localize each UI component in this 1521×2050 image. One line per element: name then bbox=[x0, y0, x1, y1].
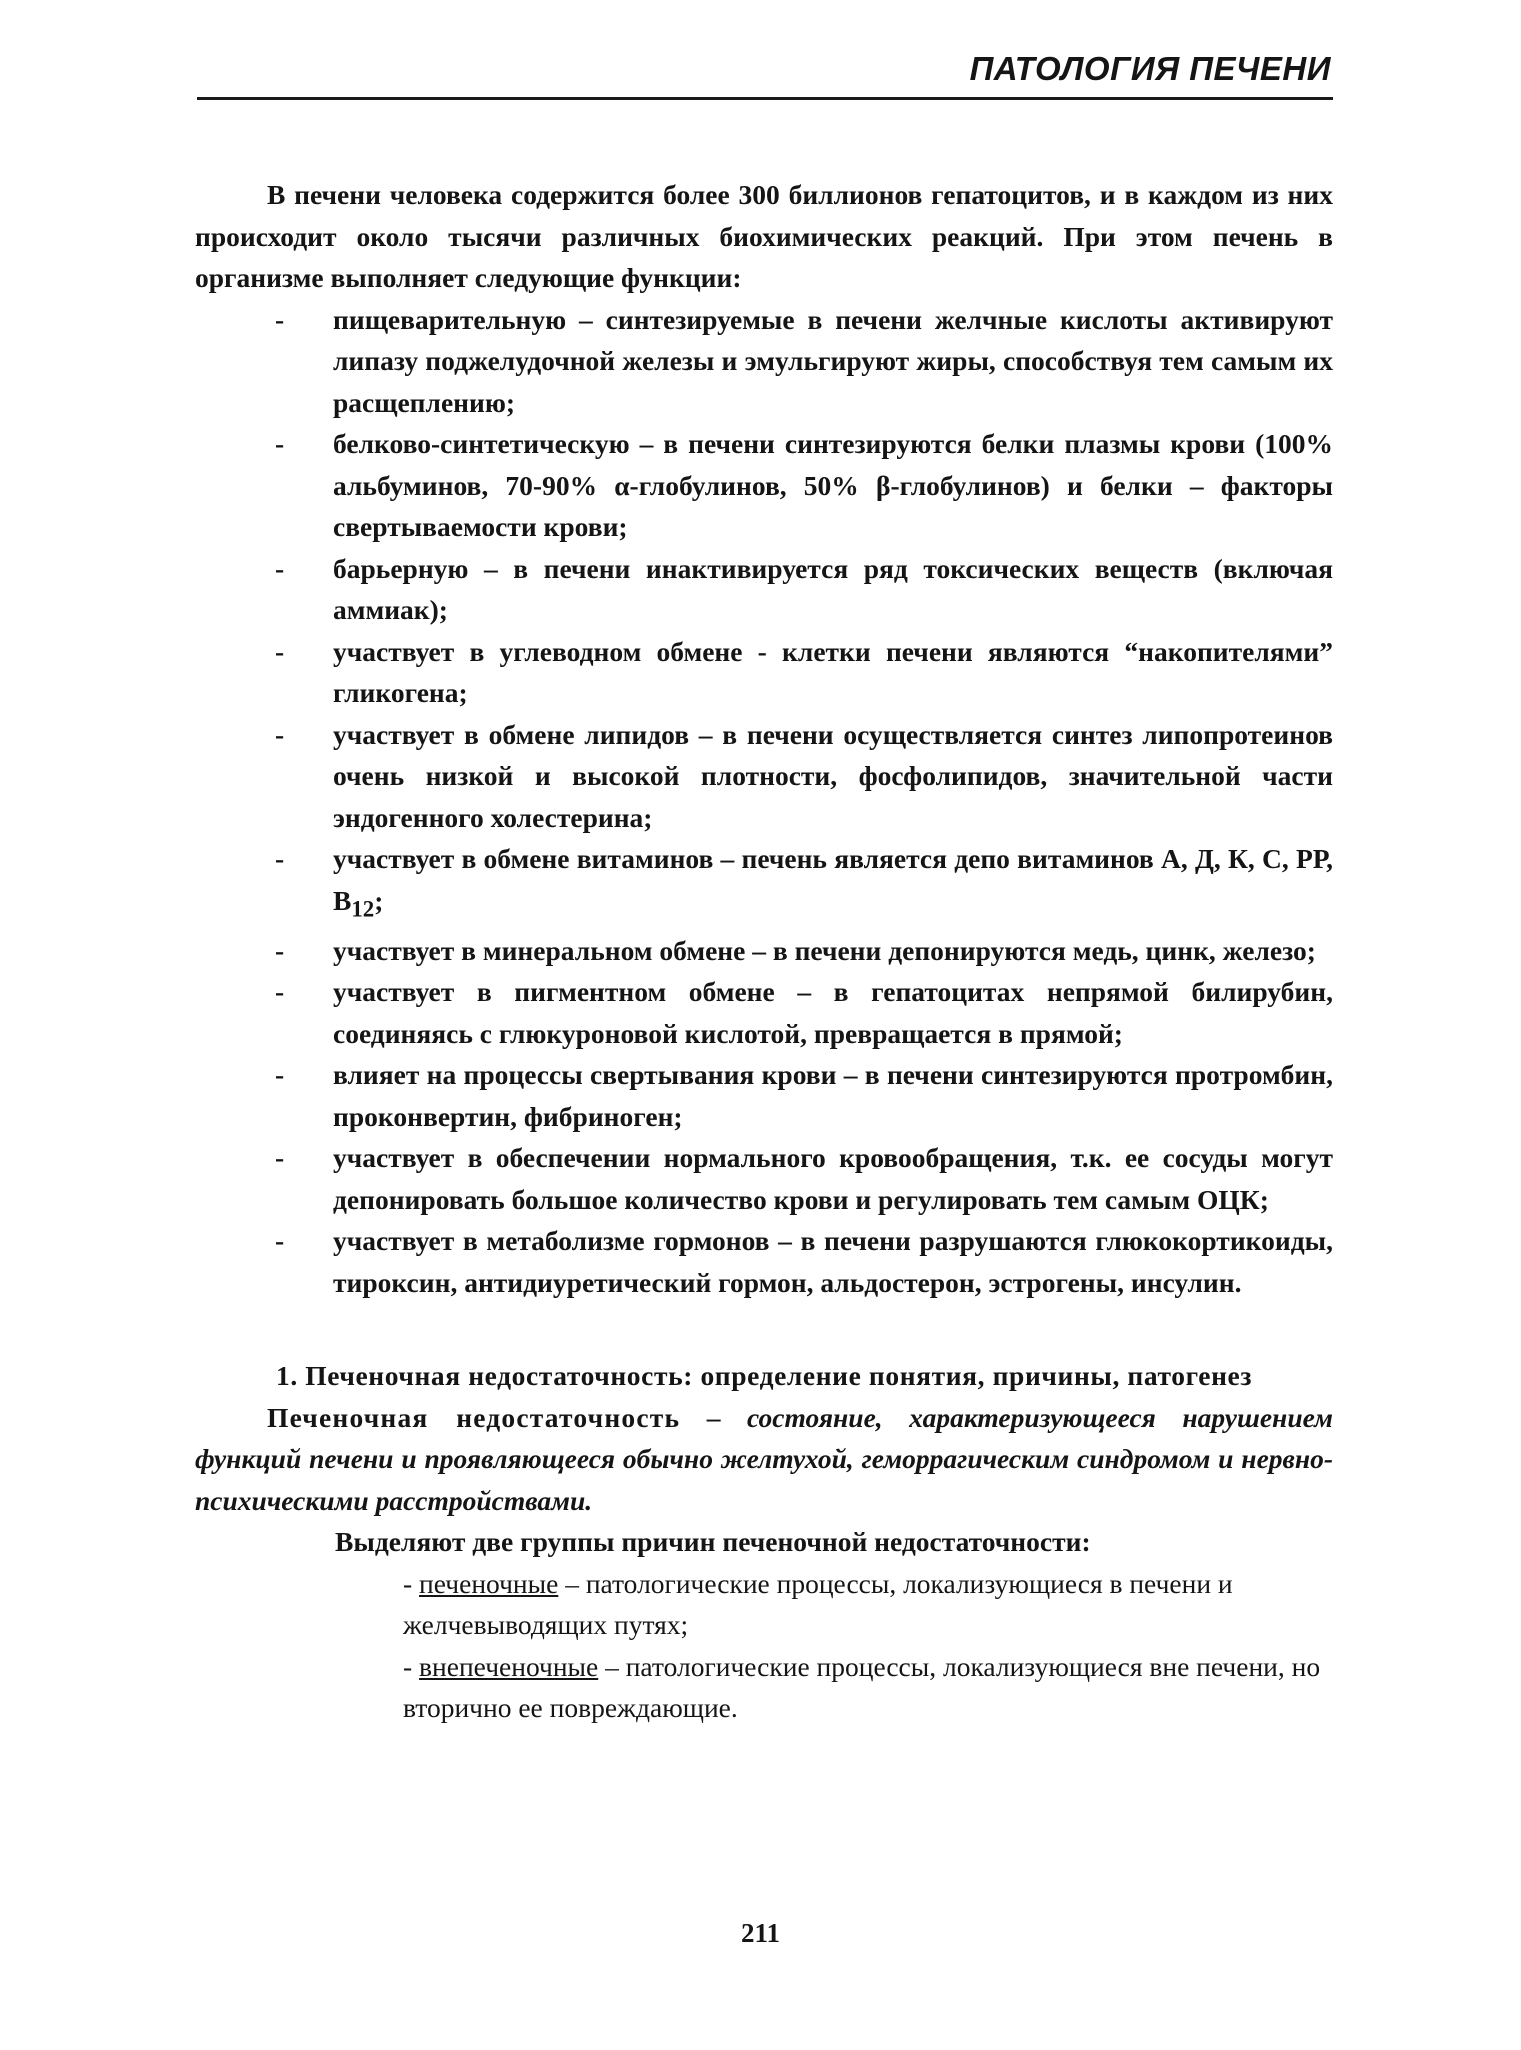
causes-intro: Выделяют две группы причин печеночной недостаточности: bbox=[335, 1526, 1091, 1557]
list-dash: - bbox=[275, 1059, 285, 1090]
section-heading: 1. Печеночная недостаточность: определение понятия, причины, патогенез bbox=[275, 1360, 1253, 1391]
list-item-text: участвует в минеральном обмене – в печени депонируются медь, цинк, железо; bbox=[333, 934, 1316, 966]
list-item-text: участвует в обмене липидов – в печени осуществляется синтез липопротеинов очень низкой и высокой плотности, фосфолипидов, значительной части эндогенного холестерина; bbox=[333, 718, 1333, 833]
list-item bbox=[403, 1646, 1333, 1729]
list-dash: - bbox=[275, 428, 285, 459]
list-dash: - bbox=[275, 1142, 285, 1173]
list-dash: - bbox=[275, 843, 285, 874]
intro-paragraph: В печени человека содержится более 300 биллионов гепатоцитов, и в каждом из них происходит около тысячи различных биохимических реакций. При этом печень в организме выполняет следующие функции: bbox=[195, 179, 1333, 293]
page-number: 211 bbox=[740, 1918, 780, 1948]
list-dash: - bbox=[275, 303, 285, 335]
header-rule bbox=[197, 97, 1333, 100]
list-item-text: влияет на процессы свертывания крови – в печени синтезируются протромбин, проконвертин, фибриноген; bbox=[333, 1059, 1333, 1132]
causes-list bbox=[195, 1563, 1333, 1729]
cause-name: печеночные bbox=[419, 1567, 559, 1599]
definition-paragraph bbox=[195, 1397, 1333, 1522]
cause-dash: - bbox=[403, 1650, 420, 1682]
cause-text: – патологические процессы, локализующиеся в печени и желчевыводящих путях; bbox=[403, 1567, 1233, 1640]
list-dash: - bbox=[275, 976, 285, 1007]
list-dash: - bbox=[275, 635, 285, 667]
list-dash: - bbox=[275, 718, 285, 750]
list-item bbox=[195, 1054, 1333, 1137]
list-item bbox=[195, 1220, 1333, 1303]
list-item bbox=[195, 714, 1333, 839]
list-item-text: пищеварительную – синтезируемые в печени желчные кислоты активируют липазу поджелудочной железы и эмульгируют жиры, способствуя тем самым их расщеплению; bbox=[333, 303, 1333, 418]
list-item bbox=[195, 930, 1333, 972]
list-item bbox=[195, 631, 1333, 714]
list-item bbox=[195, 971, 1333, 1054]
definition-dash: – bbox=[680, 1401, 747, 1433]
list-item bbox=[195, 548, 1333, 631]
cause-text: – патологические процессы, локализующиеся вне печени, но вторично ее повреждающие. bbox=[403, 1650, 1321, 1723]
list-dash: - bbox=[275, 934, 285, 966]
cause-name: внепеченочные bbox=[419, 1650, 599, 1682]
definition-term: Печеночная недостаточность bbox=[267, 1401, 681, 1433]
vitamin-subscript: 12 bbox=[351, 896, 375, 921]
list-item-text: белково-синтетическую – в печени синтезируются белки плазмы крови (100% альбуминов, 70-90% α-глобулинов, 50% β-глобулинов) и белки – факторы свертываемости крови; bbox=[333, 428, 1333, 542]
running-header-title: ПАТОЛОГИЯ ПЕЧЕНИ bbox=[969, 50, 1331, 87]
list-item-text: барьерную – в печени инактивируется ряд токсических веществ (включая аммиак); bbox=[333, 552, 1333, 625]
definition-text: состояние, характеризующееся нарушением функций печени и проявляющееся обычно желтухой, геморрагическим синдромом и нервно-психическими расстройствами. bbox=[195, 1401, 1333, 1516]
list-dash: - bbox=[275, 552, 285, 584]
list-item-text-end: ; bbox=[374, 884, 384, 916]
cause-dash: - bbox=[403, 1567, 420, 1599]
list-dash: - bbox=[275, 1225, 285, 1256]
list-item bbox=[195, 838, 1333, 930]
list-item-text: участвует в обеспечении нормального кровообращения, т.к. ее сосуды могут депонировать большое количество крови и регулировать тем самым ОЦК; bbox=[333, 1142, 1333, 1215]
list-item-text: участвует в пигментном обмене – в гепатоцитах непрямой билирубин, соединяясь с глюкуроновой кислотой, превращается в прямой; bbox=[333, 976, 1333, 1049]
list-item bbox=[195, 299, 1333, 424]
list-item bbox=[195, 423, 1333, 548]
liver-functions-list bbox=[195, 299, 1333, 1304]
list-item-text: участвует в метаболизме гормонов – в печени разрушаются глюкокортикоиды, тироксин, антидиуретический гормон, альдостерон, эстрогены, инсулин. bbox=[333, 1225, 1333, 1298]
list-item-text: участвует в обмене витаминов – печень является депо витаминов А, Д, К, С, РР, В bbox=[333, 843, 1333, 916]
list-item-text: участвует в углеводном обмене - клетки печени являются “накопителями” гликогена; bbox=[333, 635, 1333, 708]
list-item bbox=[195, 1137, 1333, 1220]
page-body bbox=[195, 174, 1333, 1729]
list-item bbox=[403, 1563, 1333, 1646]
